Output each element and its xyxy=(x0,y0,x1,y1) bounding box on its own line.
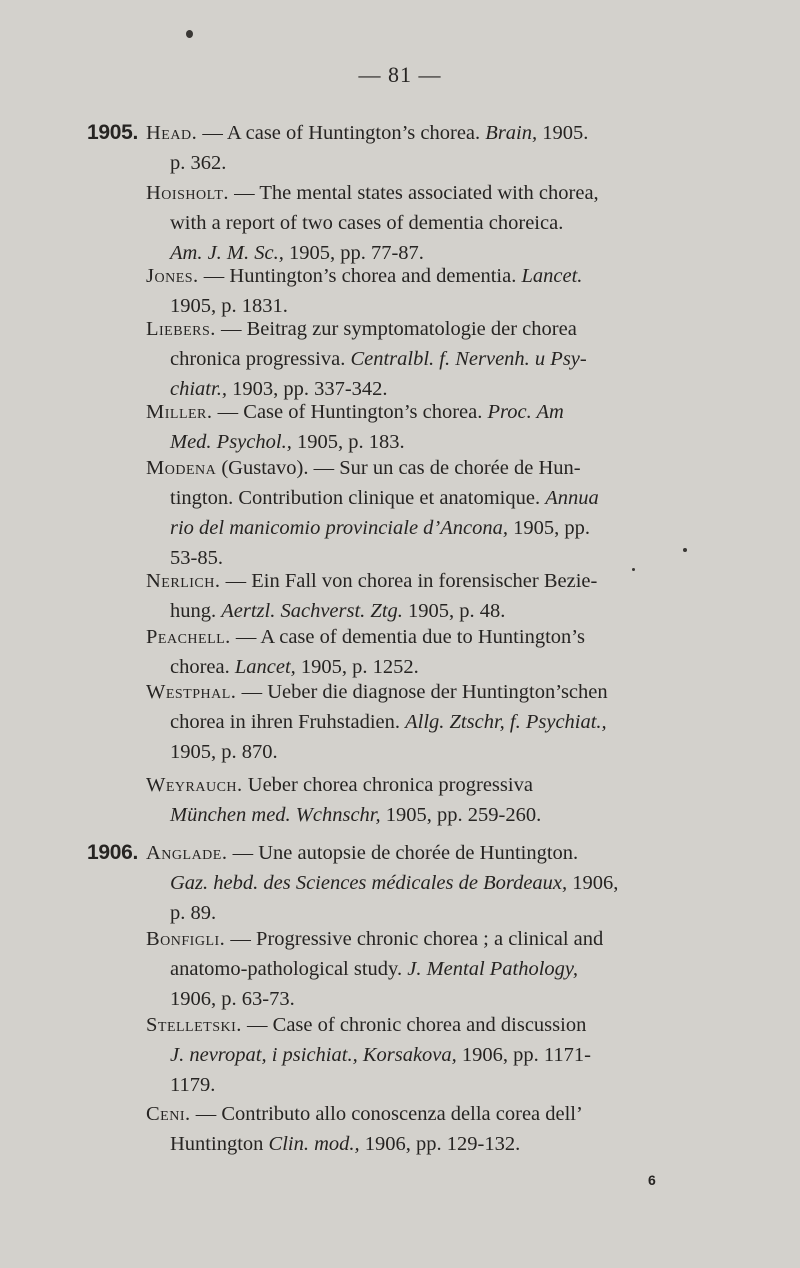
signature-mark: 6 xyxy=(648,1172,656,1188)
citation-text: chorea in ihren Fruhstadien. xyxy=(170,711,406,733)
author-name: Ceni. xyxy=(146,1103,191,1125)
citation-text: 1906, pp. 129-132. xyxy=(359,1133,521,1155)
entry-line xyxy=(146,178,682,208)
author-name: Peachell. xyxy=(146,626,231,648)
citation-text: — Huntington’s chorea and dementia. xyxy=(198,265,522,287)
entry-line xyxy=(146,1040,682,1070)
citation-text: chronica progressiva. xyxy=(170,348,351,370)
citation-text: — A case of dementia due to Huntington’s xyxy=(230,626,585,648)
journal-title: rio del manicomio provinciale d’Ancona, xyxy=(170,517,508,539)
citation-text: tington. Contribution clinique et anatomique. xyxy=(170,487,546,509)
citation-text: — Progressive chronic chorea ; a clinical and xyxy=(225,928,604,950)
citation-text: — Beitrag zur symptomatologie der chorea xyxy=(215,318,577,340)
author-name: Stelletski. xyxy=(146,1014,242,1036)
journal-title: Lancet, xyxy=(234,656,296,678)
citation-text: hung. xyxy=(170,600,222,622)
entry-line xyxy=(146,924,682,954)
citation-text: anatomo-pathological study. xyxy=(170,958,408,980)
entry-line xyxy=(146,838,682,868)
journal-title: chiatr., xyxy=(170,378,227,400)
bibliography-entry xyxy=(146,314,682,404)
citation-text: 1906, xyxy=(567,872,619,894)
citation-text: 1905, pp. 259-260. xyxy=(380,804,542,826)
journal-title: Med. Psychol., xyxy=(170,431,292,453)
citation-text: — Case of Huntington’s chorea. xyxy=(212,401,488,423)
author-name: Westphal. xyxy=(146,681,237,703)
citation-text: 1906, p. 63-73. xyxy=(170,988,295,1010)
page-number: — 81 — xyxy=(358,62,442,87)
citation-text: — Ueber die diagnose der Huntington’schen xyxy=(236,681,608,703)
citation-text: 1905, p. 1252. xyxy=(295,656,419,678)
citation-text: — Ein Fall von chorea in forensischer Bezie- xyxy=(220,570,598,592)
entry-line xyxy=(146,148,682,178)
author-name: Hoisholt. xyxy=(146,182,230,204)
bibliography-entry xyxy=(146,838,682,928)
entry-line xyxy=(146,261,682,291)
entry-line xyxy=(146,707,682,737)
citation-text: 1905, p. 1831. xyxy=(170,295,288,317)
bibliography-entry xyxy=(146,1010,682,1100)
bibliography-entry xyxy=(146,178,682,268)
journal-title: Aertzl. Sachverst. Ztg. xyxy=(221,600,403,622)
citation-text: — Contributo allo conoscenza della corea dell’ xyxy=(190,1103,583,1125)
bibliography-entry xyxy=(146,453,682,573)
citation-text: — A case of Huntington’s chorea. xyxy=(197,122,486,144)
journal-title: München med. Wchnschr, xyxy=(170,804,381,826)
journal-title: Am. J. M. Sc., xyxy=(170,242,284,264)
entry-line xyxy=(146,677,682,707)
bibliography-entry xyxy=(146,924,682,1014)
entry-line xyxy=(146,1129,682,1159)
entry-line xyxy=(146,1099,682,1129)
bibliography-entry xyxy=(146,118,682,178)
year-label-1905: 1905. xyxy=(86,121,138,144)
entry-line xyxy=(146,622,682,652)
journal-title: Gaz. hebd. des Sciences médicales de Bordeaux, xyxy=(170,872,568,894)
bibliography-entry xyxy=(146,397,682,457)
journal-title: Allg. Ztschr, f. Psychiat., xyxy=(405,711,607,733)
bibliography-entry xyxy=(146,566,682,626)
author-name: Jones. xyxy=(146,265,199,287)
citation-text: 1905, p. 48. xyxy=(402,600,506,622)
journal-title: J. Mental Pathology, xyxy=(407,958,579,980)
ink-speck xyxy=(186,30,193,38)
year-label-1906: 1906. xyxy=(86,841,138,864)
citation-text: 1905. xyxy=(537,122,589,144)
entry-line xyxy=(146,118,682,148)
entry-line xyxy=(146,566,682,596)
citation-text: 1179. xyxy=(170,1074,216,1096)
entry-line xyxy=(146,1070,682,1100)
entry-line xyxy=(146,513,682,543)
entry-line xyxy=(146,1010,682,1040)
author-name: Anglade. xyxy=(146,842,228,864)
entry-line xyxy=(146,344,682,374)
entry-line xyxy=(146,483,682,513)
citation-text: Ueber chorea chronica progressiva xyxy=(242,774,533,796)
entry-line xyxy=(146,208,682,238)
author-name: Modena xyxy=(146,457,217,479)
entry-line xyxy=(146,453,682,483)
bibliography-entry xyxy=(146,622,682,682)
citation-text: — Case of chronic chorea and discussion xyxy=(241,1014,587,1036)
citation-text: chorea. xyxy=(170,656,235,678)
journal-title: J. nevropat, i psichiat., Korsakova, xyxy=(170,1044,457,1066)
journal-title: Lancet. xyxy=(521,265,583,287)
citation-text: p. 89. xyxy=(170,902,217,924)
citation-text: 53-85. xyxy=(170,547,223,569)
citation-text: 1905, pp. xyxy=(508,517,590,539)
citation-text: with a report of two cases of dementia choreica. xyxy=(170,212,564,234)
entry-line xyxy=(146,314,682,344)
citation-text: (Gustavo). — Sur un cas de chorée de Hun- xyxy=(216,457,581,479)
citation-text: p. 362. xyxy=(170,152,227,174)
entry-line xyxy=(146,800,682,830)
bibliography-entry xyxy=(146,770,682,830)
ink-speck xyxy=(683,548,687,552)
citation-text: 1903, pp. 337-342. xyxy=(226,378,388,400)
author-name: Weyrauch. xyxy=(146,774,243,796)
entry-line xyxy=(146,868,682,898)
entry-line xyxy=(146,954,682,984)
author-name: Nerlich. xyxy=(146,570,221,592)
journal-title: Proc. Am xyxy=(487,401,564,423)
author-name: Miller. xyxy=(146,401,213,423)
bibliography-entry xyxy=(146,1099,682,1159)
citation-text: Huntington xyxy=(170,1133,269,1155)
entry-line xyxy=(146,397,682,427)
entry-line xyxy=(146,737,682,767)
citation-text: — Une autopsie de chorée de Huntington. xyxy=(227,842,579,864)
citation-text: — The mental states associated with chorea, xyxy=(229,182,599,204)
journal-title: Clin. mod., xyxy=(268,1133,360,1155)
entry-line xyxy=(146,770,682,800)
citation-text: 1905, p. 183. xyxy=(291,431,405,453)
bibliography-entry xyxy=(146,261,682,321)
citation-text: 1905, p. 870. xyxy=(170,741,278,763)
journal-title: Annua xyxy=(545,487,599,509)
citation-text: 1906, pp. 1171- xyxy=(456,1044,591,1066)
journal-title: Centralbl. f. Nervenh. u Psy- xyxy=(350,348,587,370)
bibliography-entry xyxy=(146,677,682,767)
author-name: Head. xyxy=(146,122,198,144)
author-name: Liebers. xyxy=(146,318,216,340)
author-name: Bonfigli. xyxy=(146,928,226,950)
journal-title: Brain, xyxy=(485,122,538,144)
citation-text: 1905, pp. 77-87. xyxy=(283,242,424,264)
